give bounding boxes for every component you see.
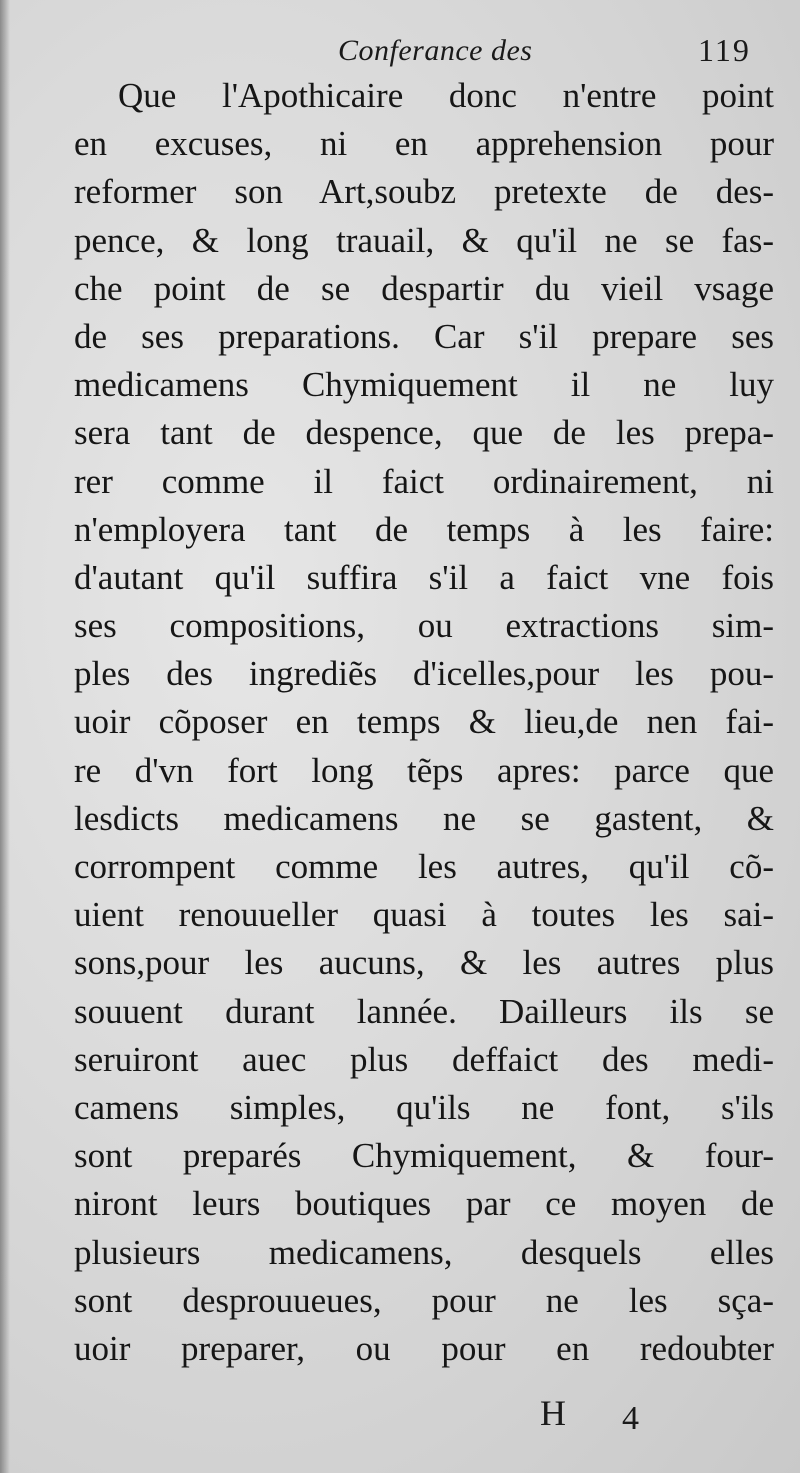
text-line: uoir preparer, ou pour en redoubter [74,1328,774,1368]
text-line: niront leurs boutiques par ce moyen de [74,1184,774,1224]
text-line: corrompent comme les autres, qu'il cõ- [74,847,774,886]
text-line: medicamens Chymiquement il ne luy [74,365,774,405]
text-line: n'employera tant de temps à les faire: [74,509,774,549]
text-line: lesdicts medicamens ne se gastent, & [74,798,774,838]
page-footer [0,1392,800,1452]
text-line: sera tant de despence, que de les prepa- [74,413,774,453]
text-line: uient renouueller quasi à toutes les sai- [74,895,774,935]
text-line: Que l'Apothicaire donc n'entre point [118,76,774,115]
text-line: reformer son Art,soubz pretexte de des- [74,172,774,212]
text-line: che point de se despartir du vieil vsage [74,268,774,308]
text-line: sons,pour les aucuns, & les autres plus [74,943,774,983]
signature-mark: H [540,1393,570,1433]
text-line: seruiront auec plus deffaict des medi- [74,1039,774,1079]
text-line: de ses preparations. Car s'il prepare ses [74,316,774,356]
text-line: uoir cõposer en temps & lieu,de nen fai- [74,702,774,742]
text-line: ses compositions, ou extractions sim- [74,606,774,646]
text-line: re d'vn fort long tẽps apres: parce que [74,750,774,790]
text-line: en excuses, ni en apprehension pour [74,124,774,164]
signature-number: 4 [622,1400,639,1437]
text-line: camens simples, qu'ils ne font, s'ils [74,1087,774,1127]
text-line: ples des ingrediẽs d'icelles,pour les pou- [74,654,774,694]
text-line: plusieurs medicamens, desquels elles [74,1232,774,1272]
body-text [74,72,774,1373]
text-line: pence, & long trauail, & qu'il ne se fas- [74,220,774,260]
text-line: sont desprouueues, pour ne les sça- [74,1280,774,1320]
text-line: souuent durant lannée. Dailleurs ils se [74,991,774,1031]
text-line: rer comme il faict ordinairement, ni [74,461,774,501]
gutter-shadow [0,0,10,1473]
page-number: 119 [698,32,751,68]
text-line: d'autant qu'il suffira s'il a faict vne fois [74,557,774,597]
running-title: Conferance des [338,34,533,67]
text-line: sont preparés Chymiquement, & four- [74,1136,774,1176]
